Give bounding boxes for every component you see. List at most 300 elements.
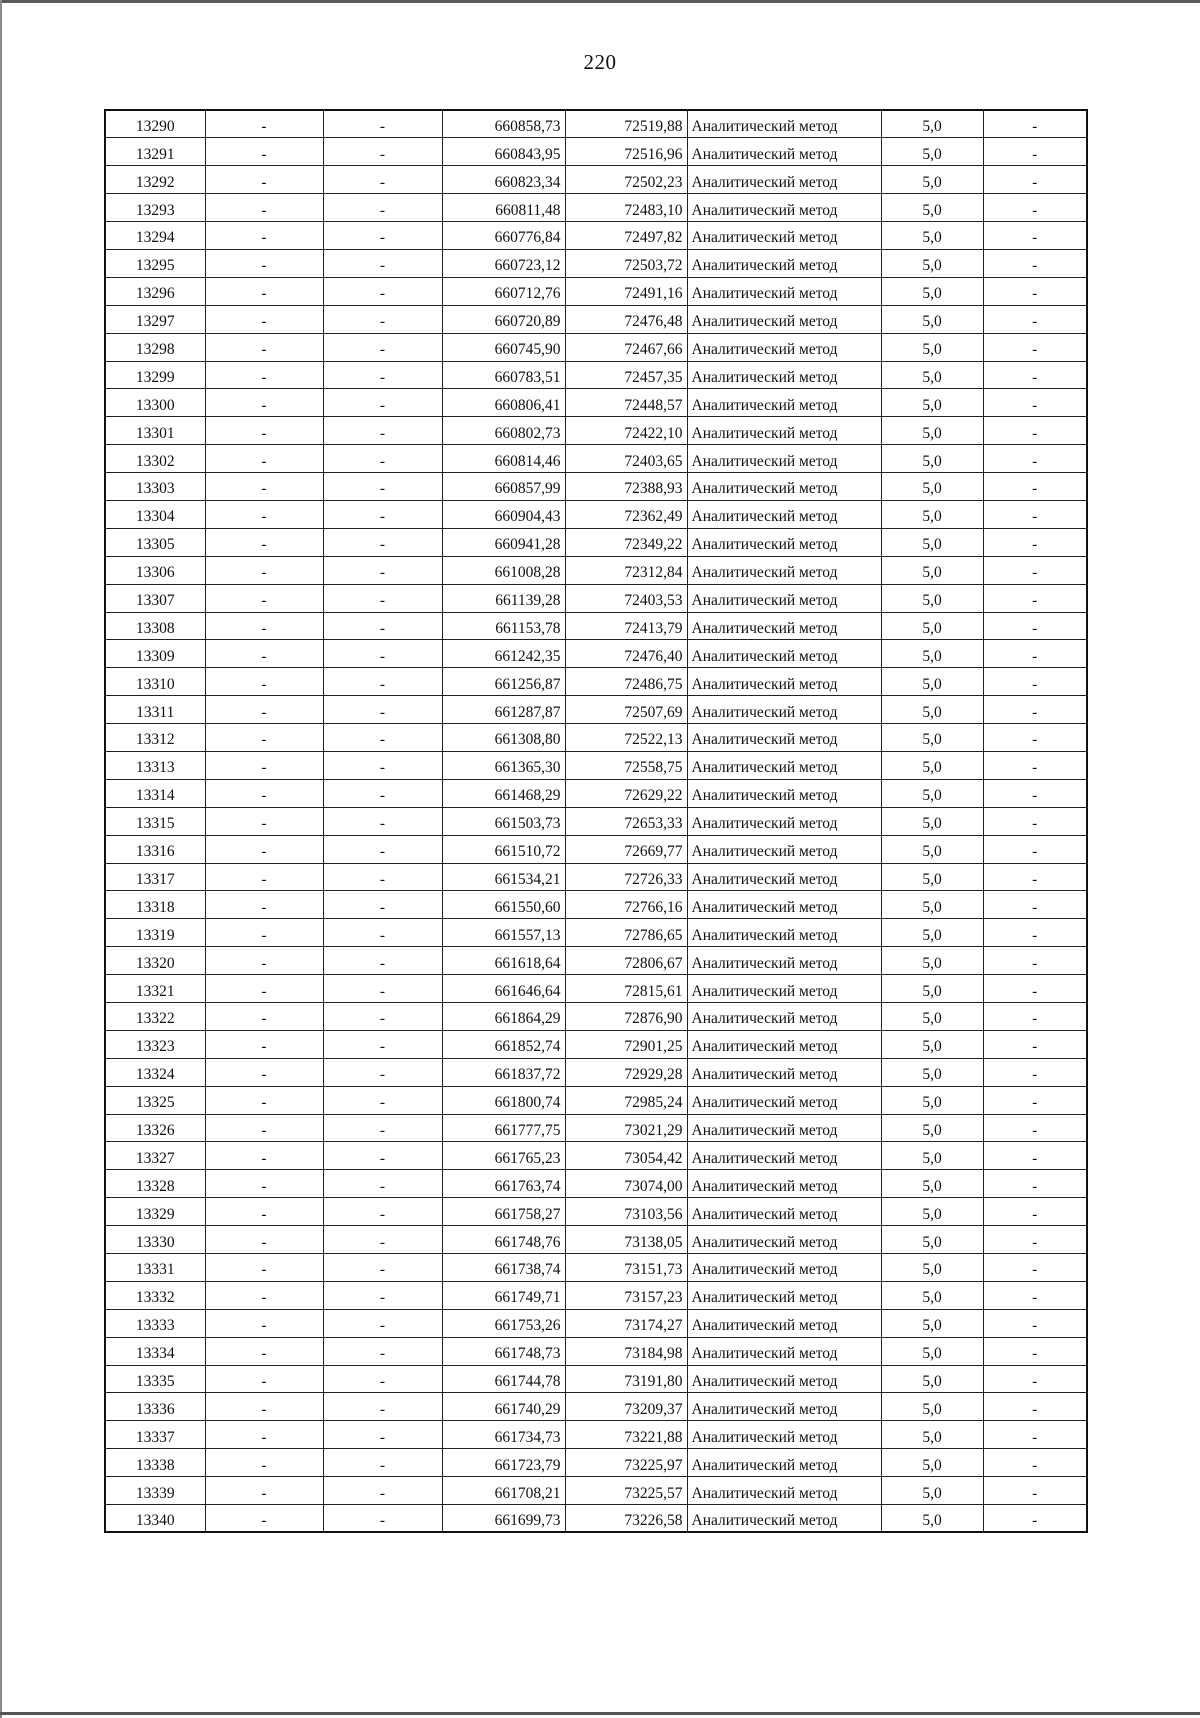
dash-cell: - (323, 891, 442, 919)
x-coordinate-cell: 661242,35 (442, 640, 565, 668)
accuracy-cell: 5,0 (881, 1003, 983, 1031)
y-coordinate-cell: 72312,84 (565, 556, 687, 584)
method-cell: Аналитический метод (687, 1421, 881, 1449)
table-row (105, 417, 1087, 445)
point-number-cell: 13336 (105, 1393, 205, 1421)
x-coordinate-cell: 661708,21 (442, 1477, 565, 1505)
point-number-cell: 13314 (105, 779, 205, 807)
table-row (105, 947, 1087, 975)
table-row (105, 724, 1087, 752)
y-coordinate-cell: 72519,88 (565, 110, 687, 138)
x-coordinate-cell: 661864,29 (442, 1003, 565, 1031)
table-row (105, 556, 1087, 584)
y-coordinate-cell: 72486,75 (565, 668, 687, 696)
accuracy-cell: 5,0 (881, 1393, 983, 1421)
dash-cell: - (323, 584, 442, 612)
y-coordinate-cell: 72726,33 (565, 863, 687, 891)
table-row (105, 891, 1087, 919)
point-number-cell: 13330 (105, 1226, 205, 1254)
point-number-cell: 13340 (105, 1505, 205, 1533)
dash-cell: - (323, 389, 442, 417)
accuracy-cell: 5,0 (881, 305, 983, 333)
dash-cell: - (205, 779, 323, 807)
method-cell: Аналитический метод (687, 305, 881, 333)
table-row (105, 863, 1087, 891)
y-coordinate-cell: 73157,23 (565, 1281, 687, 1309)
dash-cell: - (205, 807, 323, 835)
point-number-cell: 13320 (105, 947, 205, 975)
accuracy-cell: 5,0 (881, 668, 983, 696)
dash-cell: - (205, 612, 323, 640)
point-number-cell: 13321 (105, 975, 205, 1003)
y-coordinate-cell: 72388,93 (565, 473, 687, 501)
dash-cell: - (983, 584, 1087, 612)
dash-cell: - (983, 528, 1087, 556)
x-coordinate-cell: 661777,75 (442, 1114, 565, 1142)
dash-cell: - (983, 194, 1087, 222)
dash-cell: - (983, 1477, 1087, 1505)
accuracy-cell: 5,0 (881, 333, 983, 361)
method-cell: Аналитический метод (687, 696, 881, 724)
y-coordinate-cell: 72629,22 (565, 779, 687, 807)
table-row (105, 1030, 1087, 1058)
dash-cell: - (205, 166, 323, 194)
dash-cell: - (205, 947, 323, 975)
accuracy-cell: 5,0 (881, 1449, 983, 1477)
dash-cell: - (205, 1365, 323, 1393)
x-coordinate-cell: 661468,29 (442, 779, 565, 807)
point-number-cell: 13338 (105, 1449, 205, 1477)
point-number-cell: 13318 (105, 891, 205, 919)
accuracy-cell: 5,0 (881, 1337, 983, 1365)
dash-cell: - (323, 779, 442, 807)
point-number-cell: 13309 (105, 640, 205, 668)
method-cell: Аналитический метод (687, 1254, 881, 1282)
method-cell: Аналитический метод (687, 556, 881, 584)
dash-cell: - (983, 110, 1087, 138)
dash-cell: - (205, 1058, 323, 1086)
accuracy-cell: 5,0 (881, 919, 983, 947)
accuracy-cell: 5,0 (881, 166, 983, 194)
dash-cell: - (983, 779, 1087, 807)
table-row (105, 166, 1087, 194)
page-number: 220 (583, 50, 617, 74)
table-row (105, 333, 1087, 361)
dash-cell: - (205, 194, 323, 222)
point-number-cell: 13296 (105, 277, 205, 305)
y-coordinate-cell: 72457,35 (565, 361, 687, 389)
dash-cell: - (983, 1254, 1087, 1282)
y-coordinate-cell: 72422,10 (565, 417, 687, 445)
dash-cell: - (205, 1393, 323, 1421)
point-number-cell: 13311 (105, 696, 205, 724)
accuracy-cell: 5,0 (881, 1365, 983, 1393)
dash-cell: - (983, 724, 1087, 752)
table-row (105, 305, 1087, 333)
y-coordinate-cell: 73209,37 (565, 1393, 687, 1421)
table-row (105, 584, 1087, 612)
accuracy-cell: 5,0 (881, 612, 983, 640)
dash-cell: - (323, 249, 442, 277)
scan-edge-bottom (0, 1712, 1200, 1715)
y-coordinate-cell: 72362,49 (565, 500, 687, 528)
point-number-cell: 13333 (105, 1309, 205, 1337)
accuracy-cell: 5,0 (881, 1198, 983, 1226)
point-number-cell: 13301 (105, 417, 205, 445)
x-coordinate-cell: 661557,13 (442, 919, 565, 947)
dash-cell: - (205, 724, 323, 752)
method-cell: Аналитический метод (687, 1086, 881, 1114)
dash-cell: - (323, 1114, 442, 1142)
table-row (105, 110, 1087, 138)
dash-cell: - (205, 1170, 323, 1198)
table-row (105, 1114, 1087, 1142)
dash-cell: - (983, 500, 1087, 528)
x-coordinate-cell: 660745,90 (442, 333, 565, 361)
method-cell: Аналитический метод (687, 640, 881, 668)
accuracy-cell: 5,0 (881, 779, 983, 807)
y-coordinate-cell: 72413,79 (565, 612, 687, 640)
y-coordinate-cell: 72483,10 (565, 194, 687, 222)
dash-cell: - (323, 556, 442, 584)
scan-edge-top (0, 0, 1200, 3)
dash-cell: - (983, 1226, 1087, 1254)
y-coordinate-cell: 72901,25 (565, 1030, 687, 1058)
x-coordinate-cell: 661256,87 (442, 668, 565, 696)
dash-cell: - (205, 138, 323, 166)
dash-cell: - (983, 1058, 1087, 1086)
table-row (105, 1449, 1087, 1477)
point-number-cell: 13297 (105, 305, 205, 333)
dash-cell: - (205, 975, 323, 1003)
point-number-cell: 13339 (105, 1477, 205, 1505)
coordinates-table (104, 109, 1088, 1533)
dash-cell: - (323, 1477, 442, 1505)
dash-cell: - (323, 947, 442, 975)
dash-cell: - (323, 863, 442, 891)
x-coordinate-cell: 661139,28 (442, 584, 565, 612)
point-number-cell: 13294 (105, 222, 205, 250)
point-number-cell: 13304 (105, 500, 205, 528)
point-number-cell: 13292 (105, 166, 205, 194)
x-coordinate-cell: 661646,64 (442, 975, 565, 1003)
dash-cell: - (323, 1281, 442, 1309)
x-coordinate-cell: 661153,78 (442, 612, 565, 640)
dash-cell: - (205, 1337, 323, 1365)
y-coordinate-cell: 72516,96 (565, 138, 687, 166)
x-coordinate-cell: 661287,87 (442, 696, 565, 724)
dash-cell: - (205, 500, 323, 528)
x-coordinate-cell: 660811,48 (442, 194, 565, 222)
dash-cell: - (205, 1281, 323, 1309)
dash-cell: - (323, 612, 442, 640)
method-cell: Аналитический метод (687, 612, 881, 640)
dash-cell: - (983, 751, 1087, 779)
dash-cell: - (323, 975, 442, 1003)
y-coordinate-cell: 72669,77 (565, 835, 687, 863)
x-coordinate-cell: 660904,43 (442, 500, 565, 528)
accuracy-cell: 5,0 (881, 891, 983, 919)
x-coordinate-cell: 661748,73 (442, 1337, 565, 1365)
point-number-cell: 13332 (105, 1281, 205, 1309)
dash-cell: - (983, 612, 1087, 640)
dash-cell: - (205, 277, 323, 305)
point-number-cell: 13293 (105, 194, 205, 222)
method-cell: Аналитический метод (687, 1226, 881, 1254)
point-number-cell: 13326 (105, 1114, 205, 1142)
method-cell: Аналитический метод (687, 500, 881, 528)
table-row (105, 1365, 1087, 1393)
dash-cell: - (323, 1058, 442, 1086)
dash-cell: - (983, 445, 1087, 473)
dash-cell: - (205, 1309, 323, 1337)
dash-cell: - (323, 500, 442, 528)
dash-cell: - (205, 1030, 323, 1058)
dash-cell: - (323, 1170, 442, 1198)
point-number-cell: 13315 (105, 807, 205, 835)
method-cell: Аналитический метод (687, 138, 881, 166)
dash-cell: - (323, 1337, 442, 1365)
dash-cell: - (205, 1086, 323, 1114)
dash-cell: - (323, 277, 442, 305)
y-coordinate-cell: 72507,69 (565, 696, 687, 724)
x-coordinate-cell: 661365,30 (442, 751, 565, 779)
method-cell: Аналитический метод (687, 110, 881, 138)
method-cell: Аналитический метод (687, 1309, 881, 1337)
point-number-cell: 13299 (105, 361, 205, 389)
dash-cell: - (983, 947, 1087, 975)
dash-cell: - (205, 1003, 323, 1031)
dash-cell: - (205, 1477, 323, 1505)
table-row (105, 1421, 1087, 1449)
dash-cell: - (323, 919, 442, 947)
dash-cell: - (323, 138, 442, 166)
dash-cell: - (323, 166, 442, 194)
dash-cell: - (205, 361, 323, 389)
table-row (105, 361, 1087, 389)
y-coordinate-cell: 72491,16 (565, 277, 687, 305)
point-number-cell: 13291 (105, 138, 205, 166)
dash-cell: - (323, 110, 442, 138)
x-coordinate-cell: 661800,74 (442, 1086, 565, 1114)
dash-cell: - (323, 1393, 442, 1421)
x-coordinate-cell: 661534,21 (442, 863, 565, 891)
method-cell: Аналитический метод (687, 1477, 881, 1505)
accuracy-cell: 5,0 (881, 417, 983, 445)
table-row (105, 612, 1087, 640)
point-number-cell: 13308 (105, 612, 205, 640)
accuracy-cell: 5,0 (881, 1421, 983, 1449)
dash-cell: - (983, 919, 1087, 947)
dash-cell: - (983, 1337, 1087, 1365)
dash-cell: - (205, 110, 323, 138)
x-coordinate-cell: 660941,28 (442, 528, 565, 556)
point-number-cell: 13290 (105, 110, 205, 138)
dash-cell: - (205, 1505, 323, 1533)
y-coordinate-cell: 72467,66 (565, 333, 687, 361)
method-cell: Аналитический метод (687, 1114, 881, 1142)
dash-cell: - (983, 556, 1087, 584)
y-coordinate-cell: 72503,72 (565, 249, 687, 277)
dash-cell: - (323, 724, 442, 752)
accuracy-cell: 5,0 (881, 807, 983, 835)
accuracy-cell: 5,0 (881, 1309, 983, 1337)
x-coordinate-cell: 660712,76 (442, 277, 565, 305)
method-cell: Аналитический метод (687, 528, 881, 556)
accuracy-cell: 5,0 (881, 835, 983, 863)
method-cell: Аналитический метод (687, 445, 881, 473)
method-cell: Аналитический метод (687, 584, 881, 612)
x-coordinate-cell: 661503,73 (442, 807, 565, 835)
dash-cell: - (983, 1086, 1087, 1114)
table-row (105, 807, 1087, 835)
point-number-cell: 13313 (105, 751, 205, 779)
method-cell: Аналитический метод (687, 249, 881, 277)
dash-cell: - (205, 556, 323, 584)
dash-cell: - (983, 1309, 1087, 1337)
table-body (105, 110, 1087, 1532)
x-coordinate-cell: 660802,73 (442, 417, 565, 445)
x-coordinate-cell: 661753,26 (442, 1309, 565, 1337)
method-cell: Аналитический метод (687, 724, 881, 752)
method-cell: Аналитический метод (687, 1337, 881, 1365)
table-row (105, 528, 1087, 556)
y-coordinate-cell: 72766,16 (565, 891, 687, 919)
x-coordinate-cell: 661744,78 (442, 1365, 565, 1393)
dash-cell: - (205, 751, 323, 779)
dash-cell: - (323, 640, 442, 668)
x-coordinate-cell: 660776,84 (442, 222, 565, 250)
y-coordinate-cell: 73191,80 (565, 1365, 687, 1393)
point-number-cell: 13307 (105, 584, 205, 612)
table-row (105, 1309, 1087, 1337)
point-number-cell: 13298 (105, 333, 205, 361)
x-coordinate-cell: 661749,71 (442, 1281, 565, 1309)
table-row (105, 1170, 1087, 1198)
y-coordinate-cell: 72476,48 (565, 305, 687, 333)
table-row (105, 1254, 1087, 1282)
dash-cell: - (205, 1421, 323, 1449)
x-coordinate-cell: 660858,73 (442, 110, 565, 138)
dash-cell: - (323, 1142, 442, 1170)
dash-cell: - (205, 835, 323, 863)
accuracy-cell: 5,0 (881, 1170, 983, 1198)
method-cell: Аналитический метод (687, 863, 881, 891)
dash-cell: - (983, 249, 1087, 277)
dash-cell: - (983, 1365, 1087, 1393)
dash-cell: - (323, 668, 442, 696)
y-coordinate-cell: 73103,56 (565, 1198, 687, 1226)
method-cell: Аналитический метод (687, 222, 881, 250)
dash-cell: - (205, 1114, 323, 1142)
dash-cell: - (323, 473, 442, 501)
table-row (105, 1337, 1087, 1365)
dash-cell: - (323, 1505, 442, 1533)
dash-cell: - (983, 975, 1087, 1003)
dash-cell: - (205, 1142, 323, 1170)
x-coordinate-cell: 660814,46 (442, 445, 565, 473)
accuracy-cell: 5,0 (881, 556, 983, 584)
dash-cell: - (205, 249, 323, 277)
dash-cell: - (323, 361, 442, 389)
method-cell: Аналитический метод (687, 919, 881, 947)
dash-cell: - (205, 891, 323, 919)
method-cell: Аналитический метод (687, 361, 881, 389)
method-cell: Аналитический метод (687, 1365, 881, 1393)
table-row (105, 473, 1087, 501)
table-row (105, 919, 1087, 947)
dash-cell: - (983, 668, 1087, 696)
x-coordinate-cell: 660723,12 (442, 249, 565, 277)
dash-cell: - (323, 528, 442, 556)
table-row (105, 751, 1087, 779)
point-number-cell: 13324 (105, 1058, 205, 1086)
accuracy-cell: 5,0 (881, 1505, 983, 1533)
dash-cell: - (205, 222, 323, 250)
x-coordinate-cell: 660783,51 (442, 361, 565, 389)
point-number-cell: 13334 (105, 1337, 205, 1365)
accuracy-cell: 5,0 (881, 500, 983, 528)
point-number-cell: 13327 (105, 1142, 205, 1170)
x-coordinate-cell: 661852,74 (442, 1030, 565, 1058)
method-cell: Аналитический метод (687, 975, 881, 1003)
accuracy-cell: 5,0 (881, 1086, 983, 1114)
y-coordinate-cell: 73021,29 (565, 1114, 687, 1142)
y-coordinate-cell: 72815,61 (565, 975, 687, 1003)
dash-cell: - (205, 696, 323, 724)
dash-cell: - (323, 194, 442, 222)
y-coordinate-cell: 72985,24 (565, 1086, 687, 1114)
table-row (105, 696, 1087, 724)
accuracy-cell: 5,0 (881, 473, 983, 501)
table-row (105, 640, 1087, 668)
dash-cell: - (205, 584, 323, 612)
table-row (105, 1226, 1087, 1254)
table-row (105, 1281, 1087, 1309)
table-row (105, 975, 1087, 1003)
point-number-cell: 13337 (105, 1421, 205, 1449)
dash-cell: - (323, 1365, 442, 1393)
table-row (105, 1198, 1087, 1226)
dash-cell: - (983, 1114, 1087, 1142)
dash-cell: - (983, 1198, 1087, 1226)
point-number-cell: 13303 (105, 473, 205, 501)
y-coordinate-cell: 72403,65 (565, 445, 687, 473)
accuracy-cell: 5,0 (881, 138, 983, 166)
point-number-cell: 13305 (105, 528, 205, 556)
table-row (105, 222, 1087, 250)
dash-cell: - (323, 696, 442, 724)
x-coordinate-cell: 661723,79 (442, 1449, 565, 1477)
y-coordinate-cell: 73225,97 (565, 1449, 687, 1477)
y-coordinate-cell: 72448,57 (565, 389, 687, 417)
method-cell: Аналитический метод (687, 389, 881, 417)
dash-cell: - (205, 333, 323, 361)
x-coordinate-cell: 660843,95 (442, 138, 565, 166)
x-coordinate-cell: 661550,60 (442, 891, 565, 919)
table-row (105, 779, 1087, 807)
y-coordinate-cell: 72653,33 (565, 807, 687, 835)
dash-cell: - (205, 1254, 323, 1282)
y-coordinate-cell: 72929,28 (565, 1058, 687, 1086)
x-coordinate-cell: 661734,73 (442, 1421, 565, 1449)
accuracy-cell: 5,0 (881, 724, 983, 752)
y-coordinate-cell: 73184,98 (565, 1337, 687, 1365)
method-cell: Аналитический метод (687, 333, 881, 361)
method-cell: Аналитический метод (687, 807, 881, 835)
dash-cell: - (983, 863, 1087, 891)
y-coordinate-cell: 73074,00 (565, 1170, 687, 1198)
